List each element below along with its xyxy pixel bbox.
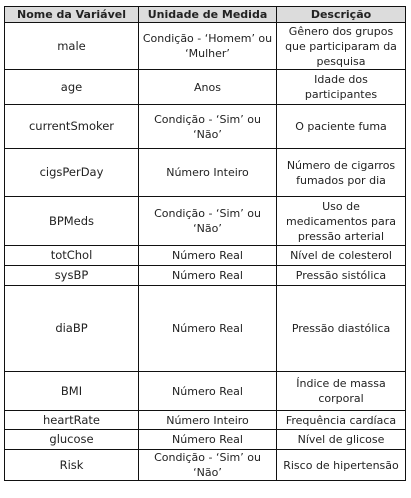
cell-unit: Número Real [139,246,277,266]
cell-description: Índice de massa corporal [277,372,406,411]
table-row [5,286,406,372]
cell-unit: Número Real [139,286,277,372]
table-row [5,372,406,411]
variables-table [4,6,406,481]
cell-variable-name: sysBP [5,266,139,286]
cell-description: O paciente fuma [277,105,406,149]
cell-description: Nível de colesterol [277,246,406,266]
cell-unit: Anos [139,70,277,105]
cell-description: Pressão sistólica [277,266,406,286]
cell-description: Frequência cardíaca [277,411,406,430]
cell-unit: Número Inteiro [139,411,277,430]
table-header [5,7,406,23]
cell-description: Gênero dos grupos que participaram da pesquisa [277,23,406,70]
table-row [5,197,406,246]
cell-description: Número de cigarros fumados por dia [277,149,406,197]
cell-unit: Condição - ‘Sim’ ou ‘Não’ [139,105,277,149]
cell-variable-name: BMI [5,372,139,411]
cell-unit: Número Real [139,266,277,286]
cell-variable-name: BPMeds [5,197,139,246]
cell-description: Idade dos participantes [277,70,406,105]
header-variable-name: Nome da Variável [5,7,139,23]
cell-variable-name: heartRate [5,411,139,430]
cell-description: Risco de hipertensão [277,450,406,481]
table-row [5,430,406,450]
cell-variable-name: Risk [5,450,139,481]
cell-variable-name: age [5,70,139,105]
table-row [5,149,406,197]
table-body [5,23,406,481]
table-row [5,450,406,481]
cell-variable-name: currentSmoker [5,105,139,149]
table-row [5,70,406,105]
table-row [5,246,406,266]
cell-description: Nível de glicose [277,430,406,450]
cell-description: Uso de medicamentos para pressão arterial [277,197,406,246]
cell-variable-name: totChol [5,246,139,266]
cell-unit: Número Real [139,372,277,411]
variables-table-container [4,6,405,481]
table-row [5,411,406,430]
cell-variable-name: diaBP [5,286,139,372]
cell-variable-name: cigsPerDay [5,149,139,197]
table-row [5,266,406,286]
header-description: Descrição [277,7,406,23]
cell-variable-name: male [5,23,139,70]
header-unit: Unidade de Medida [139,7,277,23]
cell-variable-name: glucose [5,430,139,450]
table-row [5,105,406,149]
cell-unit: Condição - ‘Sim’ ou ‘Não’ [139,197,277,246]
cell-description: Pressão diastólica [277,286,406,372]
cell-unit: Condição - ‘Sim’ ou ‘Não’ [139,450,277,481]
table-row [5,23,406,70]
header-row [5,7,406,23]
cell-unit: Número Inteiro [139,149,277,197]
cell-unit: Condição - ‘Homem’ ou ‘Mulher’ [139,23,277,70]
cell-unit: Número Real [139,430,277,450]
